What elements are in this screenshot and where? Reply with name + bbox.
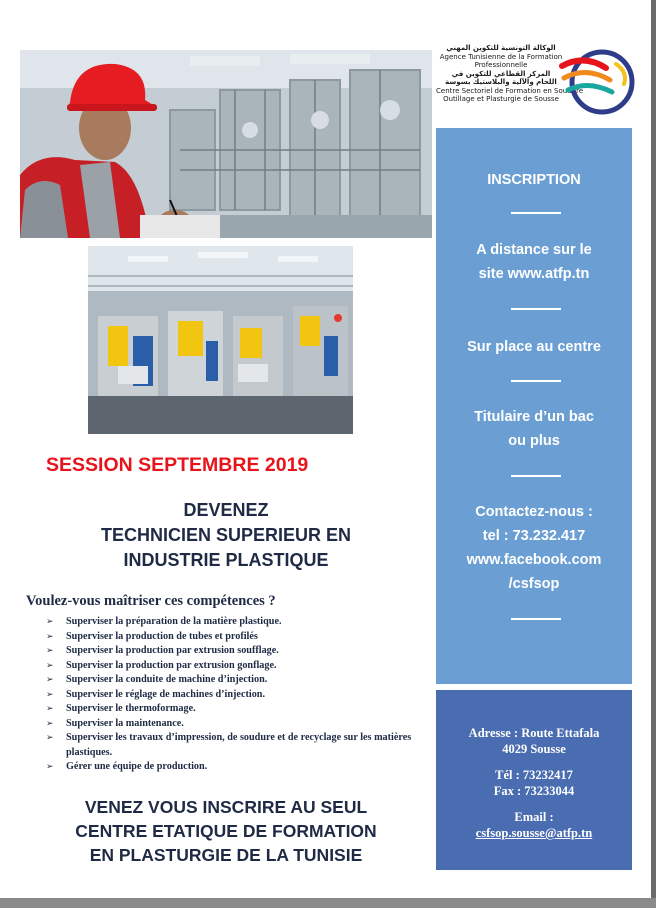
logo-text <box>436 44 584 104</box>
arrow-right-icon: ➢ <box>46 646 54 656</box>
list-item <box>46 702 416 717</box>
divider <box>511 308 561 310</box>
contact-facebook-line1: www.facebook.com <box>466 552 602 568</box>
arrow-right-icon: ➢ <box>46 675 54 685</box>
arrow-right-icon: ➢ <box>46 617 54 627</box>
skill-text: Superviser le réglage de machines d’injection. <box>66 688 266 700</box>
skills-question: Voulez-vous maîtriser ces compétences ? <box>26 593 276 609</box>
list-item <box>46 717 416 732</box>
inscription-panel <box>436 128 632 684</box>
address-panel <box>436 690 632 870</box>
divider <box>511 380 561 382</box>
arrow-right-icon: ➢ <box>46 660 54 671</box>
logo-line-ar-3: اللحام والآلية والبلاستيك بسوسة <box>445 78 557 86</box>
address-line1: Adresse : Route Ettafala <box>468 726 600 740</box>
arrow-right-icon: ➢ <box>46 631 54 642</box>
inscription-sur-place: Sur place au centre <box>467 339 601 355</box>
divider <box>511 475 561 477</box>
photo-technician-factory <box>20 50 432 238</box>
fax-number: Fax : 73233044 <box>493 784 575 798</box>
list-item <box>46 673 416 688</box>
list-item <box>46 731 416 760</box>
skill-text: Superviser la production par extrusion soufflage. <box>66 645 279 656</box>
skill-text: Gérer une équipe de production. <box>66 761 208 772</box>
list-item <box>46 760 416 775</box>
contact-tel: tel : 73.232.417 <box>482 528 586 544</box>
logo-line-ar-2: المركز القطاعي للتكوين في <box>451 69 551 78</box>
list-item <box>46 659 416 674</box>
headline <box>20 498 432 573</box>
logo-line-fr-3: Centre Sectoriel de Formation en Soudure <box>436 86 584 95</box>
list-item <box>46 688 416 703</box>
skill-text: Superviser la production par extrusion gonflage. <box>66 659 277 671</box>
cta-line2: CENTRE ETATIQUE DE FORMATION <box>75 821 377 841</box>
skill-text: Superviser la conduite de machine d’injection. <box>66 674 268 685</box>
logo-line-fr-2: Professionnelle <box>474 61 528 69</box>
skill-text: Superviser la production de tubes et profilés <box>66 630 258 642</box>
logo-line-ar-1: الوكالة التونسية للتكوين المهني <box>446 44 556 52</box>
divider <box>511 212 561 214</box>
photo-injection-machines <box>88 246 353 434</box>
divider <box>511 618 561 620</box>
arrow-right-icon: ➢ <box>46 704 54 714</box>
email-label: Email : <box>514 810 554 824</box>
condition-bac-line2: ou plus <box>508 433 560 449</box>
inscription-heading: INSCRIPTION <box>487 172 581 188</box>
cta-line3: EN PLASTURGIE DE LA TUNISIE <box>89 845 363 865</box>
inscription-distance-line1: A distance sur le <box>476 242 592 258</box>
skill-text: Superviser la préparation de la matière plastique. <box>66 616 282 627</box>
headline-line3: INDUSTRIE PLASTIQUE <box>123 550 329 570</box>
contact-heading: Contactez-nous : <box>475 504 593 520</box>
logo-emblem <box>554 44 638 116</box>
email-link[interactable]: csfsop.sousse@atfp.tn <box>475 826 593 840</box>
call-to-action <box>20 795 432 867</box>
session-title: SESSION SEPTEMBRE 2019 <box>46 454 309 476</box>
logo-line-fr-4: Outillage et Plasturgie de Sousse <box>443 95 559 103</box>
logo-line-fr-1: Agence Tunisienne de la Formation <box>439 52 563 61</box>
skill-text: Superviser les travaux d’impression, de soudure et de recyclage sur les matières plastiques. <box>66 732 412 758</box>
page-border-right <box>651 0 656 908</box>
arrow-right-icon: ➢ <box>46 762 54 772</box>
condition-bac-line1: Titulaire d’un bac <box>474 409 594 425</box>
headline-line2: TECHNICIEN SUPERIEUR EN <box>100 525 352 545</box>
cta-line1: VENEZ VOUS INSCRIRE AU SEUL <box>84 797 368 817</box>
skill-text: Superviser la maintenance. <box>66 717 184 729</box>
phone-number: Tél : 73232417 <box>495 768 573 782</box>
list-item <box>46 644 416 659</box>
skill-text: Superviser le thermoformage. <box>66 703 196 714</box>
skills-list <box>46 615 416 775</box>
contact-facebook-line2: /csfsop <box>508 576 560 592</box>
page-border-bottom <box>0 898 656 908</box>
arrow-right-icon: ➢ <box>46 689 54 700</box>
address-line2: 4029 Sousse <box>502 742 566 756</box>
list-item <box>46 615 416 630</box>
list-item <box>46 630 416 645</box>
arrow-right-icon: ➢ <box>46 733 54 743</box>
inscription-distance-line2: site www.atfp.tn <box>478 266 590 282</box>
arrow-right-icon: ➢ <box>46 718 54 729</box>
headline-line1: DEVENEZ <box>183 500 269 520</box>
